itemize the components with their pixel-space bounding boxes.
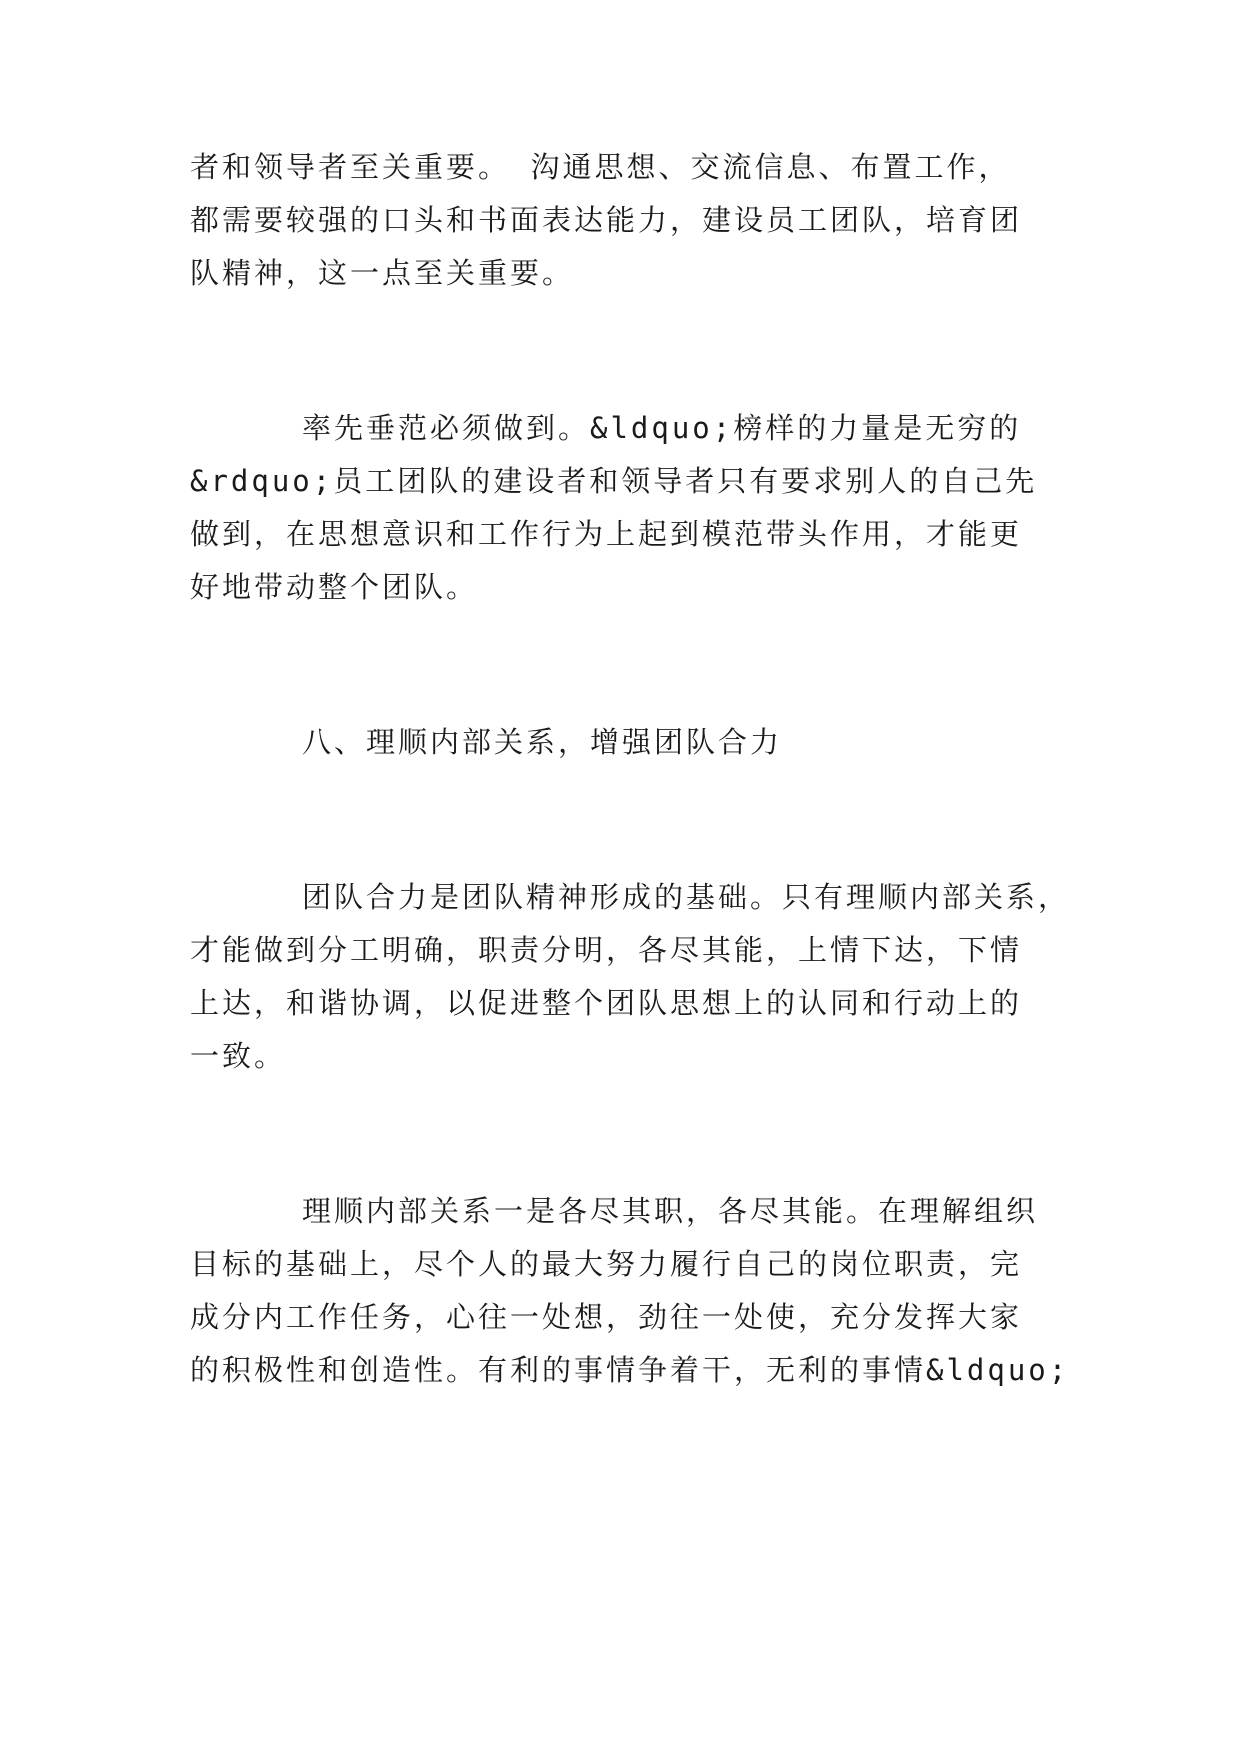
- paragraph-1-line-1: 者和领导者至关重要。 沟通思想、交流信息、布置工作，: [190, 150, 1011, 184]
- paragraph-4-line-1: 理顺内部关系一是各尽其职，各尽其能。在理解组织: [302, 1194, 1039, 1228]
- paragraph-3-line-3: 上达，和谐协调，以促进整个团队思想上的认同和行动上的: [190, 986, 1023, 1020]
- paragraph-2-line-2: &rdquo;员工团队的建设者和领导者只有要求别人的自己先: [190, 464, 1038, 498]
- paragraph-4-line-3: 成分内工作任务，心往一处想，劲往一处使，充分发挥大家: [190, 1300, 1023, 1334]
- paragraph-1-line-3: 队精神，这一点至关重要。: [190, 256, 575, 290]
- paragraph-4-line-4: 的积极性和创造性。有利的事情争着干，无利的事情&ldquo;: [190, 1353, 1070, 1387]
- section-heading: 八、理顺内部关系，增强团队合力: [302, 725, 783, 759]
- paragraph-3-line-1: 团队合力是团队精神形成的基础。只有理顺内部关系，: [302, 880, 1071, 914]
- paragraph-2-line-1: 率先垂范必须做到。&ldquo;榜样的力量是无穷的: [302, 411, 1022, 445]
- paragraph-3-line-2: 才能做到分工明确，职责分明，各尽其能，上情下达，下情: [190, 933, 1023, 967]
- paragraph-4-line-2: 目标的基础上，尽个人的最大努力履行自己的岗位职责，完: [190, 1247, 1023, 1281]
- paragraph-2-line-4: 好地带动整个团队。: [190, 570, 479, 604]
- paragraph-1-line-2: 都需要较强的口头和书面表达能力，建设员工团队，培育团: [190, 203, 1023, 237]
- paragraph-2-line-3: 做到，在思想意识和工作行为上起到模范带头作用，才能更: [190, 517, 1023, 551]
- paragraph-3-line-4: 一致。: [190, 1039, 287, 1073]
